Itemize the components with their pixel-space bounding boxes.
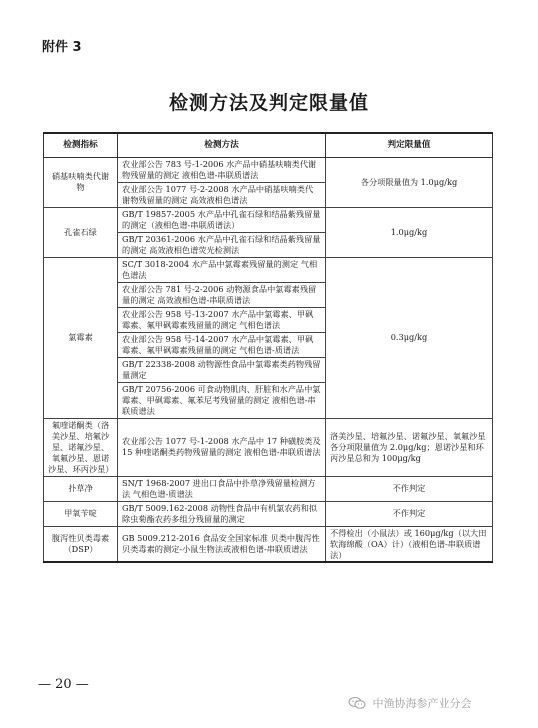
header-method: 检测方法 — [118, 133, 326, 158]
table-row — [44, 207, 493, 232]
wechat-icon — [348, 697, 366, 709]
attachment-label: 附件 3 — [42, 40, 82, 55]
limit-cell: 洛美沙星、培氟沙星、诺氟沙星、氧氟沙星各分项限量值为 2.0μg/kg；恩诺沙星和环丙沙星总和为 100μg/kg — [326, 418, 493, 476]
table-row — [44, 158, 493, 183]
method-cell: GB/T 5009.162-2008 动物性食品中有机氯农药和拟除虫菊酯农药多组分残留量的测定 — [118, 501, 326, 526]
table-row — [44, 257, 493, 282]
indicator-cell: 氯霉素 — [44, 257, 118, 418]
header-limit: 判定限量值 — [326, 133, 493, 158]
methods-table — [43, 132, 493, 563]
limit-cell: 1.0μg/kg — [326, 207, 493, 257]
limit-cell: 不作判定 — [326, 501, 493, 526]
method-cell: 农业部公告 958 号-13-2007 水产品中氯霉素、甲砜霉素、氟甲砜霉素残留量的测定 气相色谱法 — [118, 307, 326, 332]
method-cell: GB/T 22338-2008 动物源性食品中氯霉素类药物残留量测定 — [118, 357, 326, 382]
indicator-cell: 氟喹诺酮类（洛美沙星、培氟沙星、诺氟沙星、氧氟沙星、恩诺沙星、环丙沙星） — [44, 418, 118, 476]
limit-cell: 0.3μg/kg — [326, 257, 493, 418]
method-cell: 农业部公告 781 号-2-2006 动物源食品中氯霉素残留量的测定 高效液相色谱-串联质谱法 — [118, 282, 326, 307]
page-number: — 20 — — [38, 677, 89, 692]
method-cell: SC/T 3018-2004 水产品中氯霉素残留量的测定 气相色谱法 — [118, 257, 326, 282]
method-cell: GB/T 20756-2006 可食动物肌肉、肝脏和水产品中氯霉素、甲砜霉素、氟苯尼考残留量的测定 液相色谱-串联质谱法 — [118, 382, 326, 418]
method-cell: GB 5009.212-2016 食品安全国家标准 贝类中腹泻性贝类毒素的测定-小鼠生物法或液相色谱-串联质谱法 — [118, 526, 326, 562]
table-row — [44, 476, 493, 501]
method-cell: 农业部公告 1077 号-1-2008 水产品中 17 种磺胺类及 15 种喹诺酮类药物残留量的测定 液相色谱-串联质谱法 — [118, 418, 326, 476]
table-row — [44, 501, 493, 526]
indicator-cell: 硝基呋喃类代谢物 — [44, 158, 118, 208]
method-cell: GB/T 20361-2006 水产品中孔雀石绿和结晶紫残留量的测定 高效液相色谱荧光检测法 — [118, 232, 326, 257]
indicator-cell: 孔雀石绿 — [44, 207, 118, 257]
limit-cell: 不得检出（小鼠法）或 160μg/kg（以大田软海绵酸（OA）计）（液相色谱-串联质谱法） — [326, 526, 493, 562]
indicator-cell: 腹泻性贝类毒素（DSP） — [44, 526, 118, 562]
method-cell: 农业部公告 783 号-1-2006 水产品中硝基呋喃类代谢物残留量的测定 液相色谱-串联质谱法 — [118, 158, 326, 183]
method-cell: SN/T 1968-2007 进出口食品中扑草净残留量检测方法 气相色谱-质谱法 — [118, 476, 326, 501]
watermark — [348, 695, 472, 711]
table-row — [44, 526, 493, 562]
indicator-cell: 扑草净 — [44, 476, 118, 501]
method-cell: 农业部公告 958 号-14-2007 水产品中氯霉素、甲砜霉素、氟甲砜霉素残留量的测定 气相色谱-质谱法 — [118, 332, 326, 357]
limit-cell: 各分项限量值为 1.0μg/kg — [326, 158, 493, 208]
method-cell: GB/T 19857-2005 水产品中孔雀石绿和结晶紫残留量的测定（液相色谱-串联质谱法） — [118, 207, 326, 232]
limit-cell: 不作判定 — [326, 476, 493, 501]
watermark-text: 中渔协海参产业分会 — [372, 697, 472, 710]
page-title: 检测方法及判定限量值 — [168, 92, 369, 114]
method-cell: 农业部公告 1077 号-2-2008 水产品中硝基呋喃类代谢物残留量的测定 高效液相色谱法 — [118, 182, 326, 207]
header-indicator: 检测指标 — [44, 133, 118, 158]
table-row — [44, 418, 493, 476]
table-header-row — [44, 133, 493, 158]
indicator-cell: 甲氧苄啶 — [44, 501, 118, 526]
